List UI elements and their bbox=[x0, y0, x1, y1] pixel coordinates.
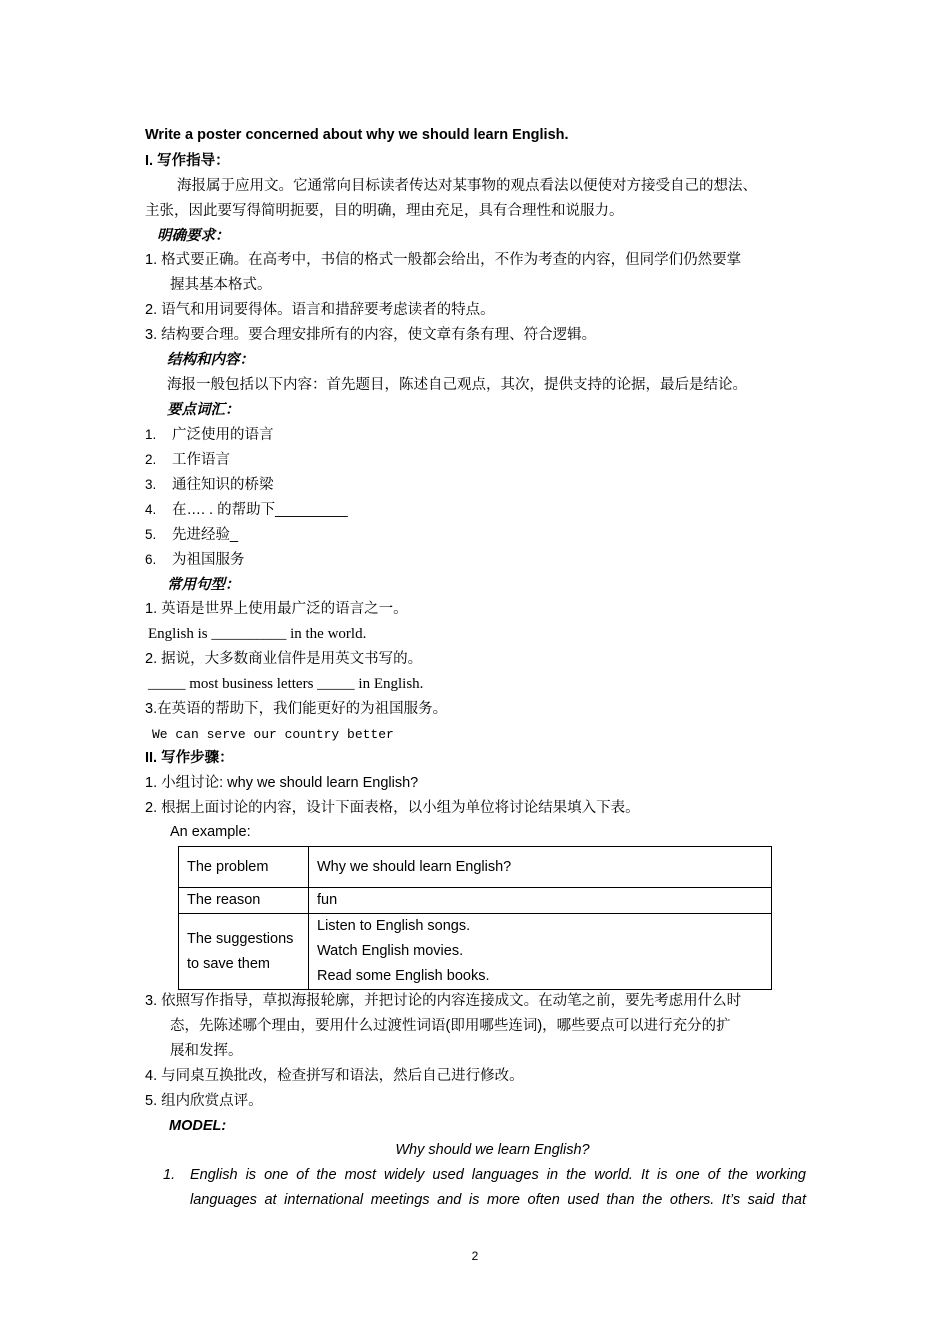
intro-line-1: 海报属于应用文。它通常向目标读者传达对某事物的观点看法以便使对方接受自己的想法、 bbox=[177, 178, 757, 194]
requirement-2: 2. 语气和用词要得体。语言和措辞要考虑读者的特点。 bbox=[145, 302, 495, 318]
vocab-item: 3. 通往知识的桥梁 bbox=[145, 477, 274, 493]
step-3-line-2: 态，先陈述哪个理由，要用什么过渡性词语(即用哪些连词)，哪些要点可以进行充分的扩 bbox=[170, 1018, 731, 1034]
table-cell: The problem bbox=[179, 847, 309, 888]
vocab-item: 6. 为祖国服务 bbox=[145, 552, 245, 568]
sentence-3-english: We can serve our country better bbox=[152, 727, 394, 742]
step-2: 2. 根据上面讨论的内容，设计下面表格，以小组为单位将讨论结果填入下表。 bbox=[145, 800, 640, 816]
vocab-item: 1. 广泛使用的语言 bbox=[145, 427, 274, 443]
model-line-2: languages at international meetings and is more often used than the others. It’s said that bbox=[190, 1192, 806, 1208]
sentence-1-chinese: 1. 英语是世界上使用最广泛的语言之一。 bbox=[145, 601, 408, 617]
intro-line-2: 主张，因此要写得简明扼要，目的明确，理由充足，具有合理性和说服力。 bbox=[145, 203, 624, 219]
sentence-3-chinese: 3.在英语的帮助下，我们能更好的为祖国服务。 bbox=[145, 701, 448, 717]
requirement-3: 3. 结构要合理。要合理安排所有的内容，使文章有条有理、符合逻辑。 bbox=[145, 327, 597, 343]
vocab-item: 4. 在…. . 的帮助下_________ bbox=[145, 502, 348, 518]
model-line-1: English is one of the most widely used languages in the world. It is one of the working bbox=[190, 1167, 806, 1183]
table-cell: Listen to English songs. Watch English movies. Read some English books. bbox=[309, 914, 772, 990]
requirement-1-line-2: 握其基本格式。 bbox=[170, 277, 272, 293]
table-cell: The reason bbox=[179, 888, 309, 914]
table-cell: Why we should learn English? bbox=[309, 847, 772, 888]
sentence-2-english: _____ most business letters _____ in English. bbox=[148, 676, 424, 692]
sentence-1-english: English is __________ in the world. bbox=[148, 626, 367, 642]
step-3-line-1: 3. 依照写作指导，草拟海报轮廓，并把讨论的内容连接成文。在动笔之前，要先考虑用什么时 bbox=[145, 993, 742, 1009]
step-1: 1. 小组讨论: why we should learn English? bbox=[145, 775, 419, 791]
section1-heading: I. 写作指导： bbox=[145, 153, 230, 169]
model-paragraph-number: 1. bbox=[163, 1167, 176, 1183]
step-4: 4. 与同桌互换批改，检查拼写和语法，然后自己进行修改。 bbox=[145, 1068, 524, 1084]
page-number: 2 bbox=[471, 1249, 479, 1263]
example-label: An example: bbox=[170, 824, 251, 840]
sentences-heading: 常用句型： bbox=[167, 577, 240, 593]
table-row bbox=[179, 914, 772, 990]
requirement-1-line-1: 1. 格式要正确。在高考中，书信的格式一般都会给出，不作为考查的内容，但同学们仍然要掌 bbox=[145, 252, 742, 268]
table-row bbox=[179, 847, 772, 888]
structure-text: 海报一般包括以下内容：首先题目，陈述自己观点，其次，提供支持的论据，最后是结论。 bbox=[167, 377, 747, 393]
vocab-heading: 要点词汇： bbox=[167, 402, 240, 418]
example-table bbox=[178, 846, 772, 990]
sentence-2-chinese: 2. 据说，大多数商业信件是用英文书写的。 bbox=[145, 651, 423, 667]
requirements-heading: 明确要求： bbox=[157, 228, 230, 244]
document-title: Write a poster concerned about why we should learn English. bbox=[145, 127, 569, 143]
vocab-item: 2. 工作语言 bbox=[145, 452, 230, 468]
table-row bbox=[179, 888, 772, 914]
step-3-line-3: 展和发挥。 bbox=[170, 1043, 243, 1059]
vocab-item: 5. 先进经验_ bbox=[145, 527, 239, 543]
model-title: Why should we learn English? bbox=[395, 1142, 590, 1158]
table-cell: fun bbox=[309, 888, 772, 914]
model-label: MODEL: bbox=[169, 1118, 227, 1134]
table-cell: The suggestions to save them bbox=[179, 914, 309, 990]
structure-heading: 结构和内容： bbox=[167, 352, 254, 368]
step-5: 5. 组内欣赏点评。 bbox=[145, 1093, 263, 1109]
section2-heading: II. 写作步骤： bbox=[145, 750, 234, 766]
